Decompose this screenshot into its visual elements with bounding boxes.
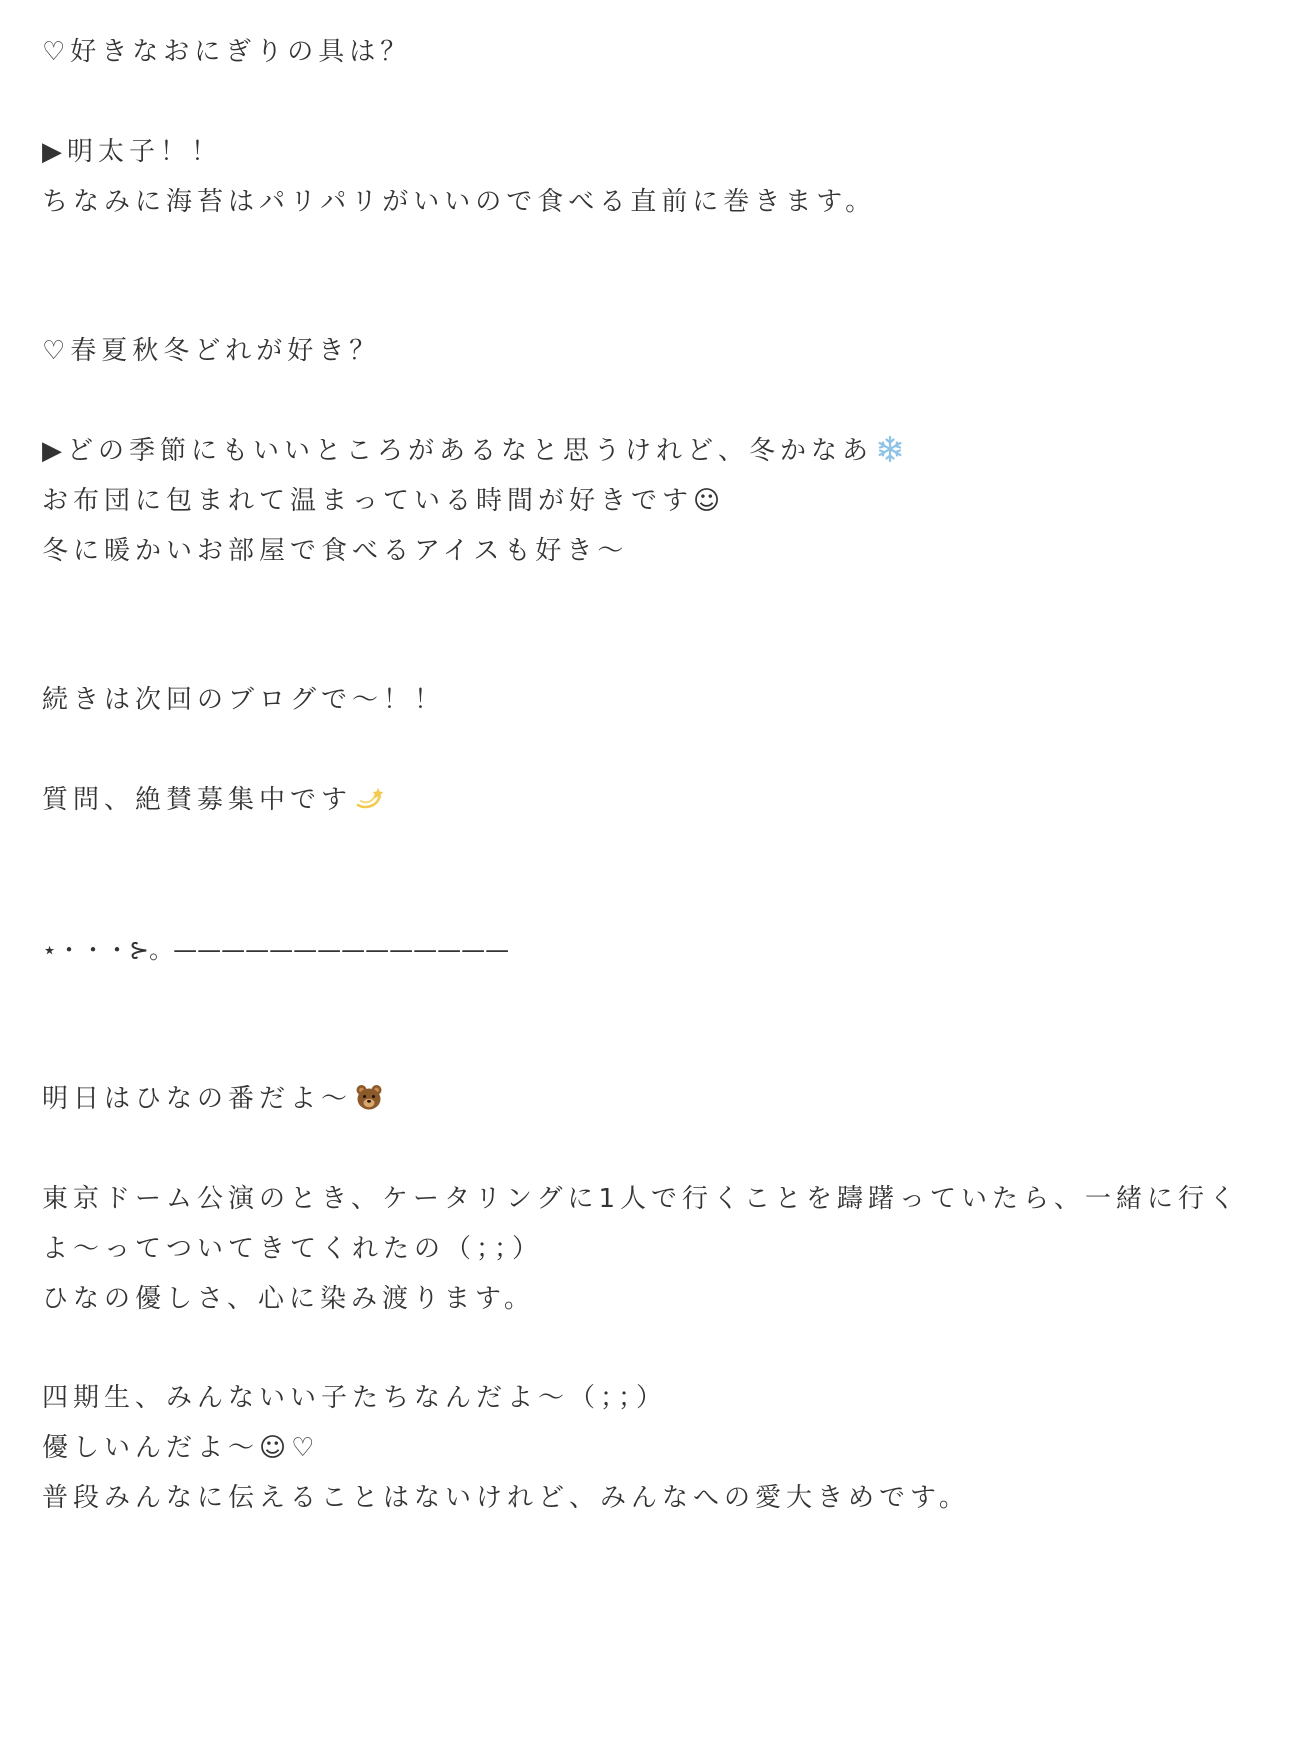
question-onigiri: ♡好きなおにぎりの具は？ bbox=[42, 37, 412, 67]
tomorrow-note bbox=[42, 1081, 384, 1117]
bear-face-icon bbox=[354, 1082, 384, 1112]
tomorrow-note-text: 明日はひなの番だよ〜 bbox=[42, 1084, 353, 1114]
paragraph-1-line-3: ひなの優しさ、心に染み渡ります。 bbox=[42, 1284, 535, 1314]
snowflake-icon bbox=[875, 434, 905, 464]
answer-season bbox=[42, 433, 905, 469]
dizzy-icon bbox=[354, 783, 384, 813]
paragraph-2-line-3: 普段みんなに伝えることはないけれど、みんなへの愛大きめです。 bbox=[42, 1483, 970, 1513]
questions-wanted bbox=[42, 782, 384, 818]
questions-wanted-text: 質問、絶賛募集中です bbox=[42, 785, 353, 815]
answer-onigiri-detail: ちなみに海苔はパリパリがいいので食べる直前に巻きます。 bbox=[42, 187, 877, 217]
section-divider: ⋆・・・⊱。—————————————— bbox=[42, 936, 510, 964]
answer-season-detail-2: 冬に暖かいお部屋で食べるアイスも好き〜 bbox=[42, 536, 629, 566]
answer-season-detail-1: お布団に包まれて温まっている時間が好きです☺︎ bbox=[42, 486, 726, 516]
paragraph-2-line-1: 四期生、みんないい子たちなんだよ〜（；；） bbox=[42, 1383, 668, 1413]
answer-onigiri: ▶明太子！！ bbox=[42, 137, 222, 167]
paragraph-2-line-2: 優しいんだよ〜☺︎♡ bbox=[42, 1433, 320, 1463]
continue-note: 続きは次回のブログで〜！！ bbox=[42, 685, 446, 715]
answer-season-text: ▶どの季節にもいいところがあるなと思うけれど、冬かなあ bbox=[42, 436, 873, 466]
paragraph-1-line-1: 東京ドーム公演のとき、ケータリングに1人で行くことを躊躇っていたら、一緒に行く bbox=[42, 1184, 1240, 1214]
question-season: ♡春夏秋冬どれが好き？ bbox=[42, 336, 381, 366]
paragraph-1-line-2: よ〜ってついてきてくれたの（；；） bbox=[42, 1234, 544, 1264]
